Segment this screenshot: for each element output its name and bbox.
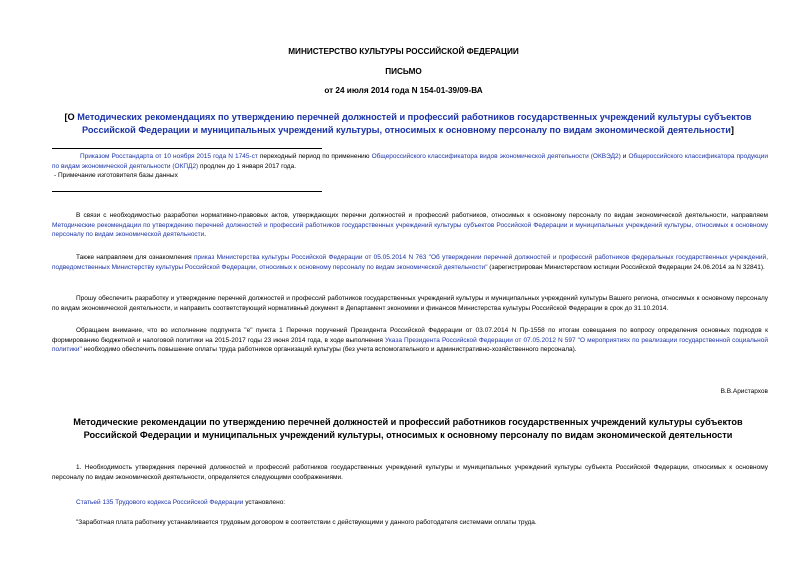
note-top-divider [52, 148, 322, 149]
title-link[interactable]: Методических рекомендациях по утверждению перечней должностей и профессий работников государственных учреждений культуры субъектов Российской Федерации и муниципальных учреждений культуры, относимых к основному персоналу по видам экономической деятельности [77, 112, 752, 135]
section-heading: Методические рекомендации по утверждению перечней должностей и профессий работников государственных учреждений культуры субъектов Российской Федерации и муниципальных учреждений культуры, относимых к основному персоналу по видам экономической деятельности [73, 417, 743, 440]
section-paragraph-2: Статьей 135 Трудового кодекса Российской Федерации установлено: [76, 499, 286, 506]
letter-paragraph-4: Обращаем внимание, что во исполнение подпункта "е" пункта 1 Перечня поручений Президента Российской Федерации от 03.07.2014 N Пр-1558 по итогам совещания по вопросу определения основных подходов к формированию бюджетной и налоговой политики на 2015-2017 годы 23 июня 2014 года, в ходе выполнения Указа Президента Российской Федерации от 07.05.2012 N 597 "О мероприятиях по реализации государственной социальной политики" необходимо обеспечить повышение оплаты труда работников организаций культуры (без учета вспомогательного и административно-хозяйственного персонала). [52, 327, 769, 353]
section-paragraph-3: "Заработная плата работнику устанавливается трудовым договором в соответствии с действующими у данного работодателя системами оплаты труда. [76, 519, 537, 526]
labor-code-article-135-link[interactable]: Статьей 135 Трудового кодекса Российской Федерации [76, 499, 244, 506]
section-paragraph-1: 1. Необходимость утверждения перечней должностей и профессий работников государственных учреждений культуры и муниципальных учреждений культуры субъекта Российской Федерации, относимых к основному персоналу по видам экономической деятельности, определяется следующими соображениями. [52, 464, 768, 481]
document-title [52, 111, 764, 137]
editor-footnote: - Примечание изготовителя базы данных [54, 172, 178, 179]
doc-type-heading: ПИСЬМО [385, 67, 422, 76]
editor-note: Приказом Росстандарта от 10 ноября 2015 года N 1745-ст переходный период по применению Общероссийского классификатора видов экономической деятельности (ОКВЭД2) и Общероссийского классификатора продукции по видам экономической деятельности (ОКПД2) продлен до 1 января 2017 года. - Примечание изготовителя базы данных [52, 153, 769, 179]
title-close-bracket: ] [730, 125, 734, 135]
okpd2-link[interactable]: Общероссийского классификатора продукции по видам экономической деятельности (ОКПД2) [52, 153, 769, 170]
order-763-link[interactable]: приказ Министерства культуры Российской Федерации от 05.05.2014 N 763 "Об утверждении перечней должностей и профессий работников федеральных государственных учреждений, подведомственных Министерству культуры Российской Федерации, относимых к основному персоналу по видам экономической деятельности" [52, 254, 768, 271]
signature: В.В.Аристархов [720, 388, 768, 395]
letter-paragraph-2: Также направляем для ознакомления приказ Министерства культуры Российской Федерации от 05.05.2014 N 763 "Об утверждении перечней должностей и профессий работников федеральных государственных учреждений, подведомственных Министерству культуры Российской Федерации, относимых к основному персоналу по видам экономической деятельности" (зарегистрирован Министерством юстиции Российской Федерации 24.06.2014 за N 32841). [52, 254, 768, 271]
methodical-recommendations-link[interactable]: Методические рекомендации по утверждению перечней должностей и профессий работников государственных учреждений культуры субъектов Российской Федерации и муниципальных учреждений культуры, относимых к основному персоналу по видам экономической деятельности [52, 221, 768, 238]
decree-597-link[interactable]: Указа Президента Российской Федерации от 07.05.2012 N 597 "О мероприятиях по реализации государственной социальной политики" [52, 336, 769, 353]
date-number: от 24 июля 2014 года N 154-01-39/09-ВА [324, 86, 483, 95]
rosstandart-order-link[interactable]: Приказом Росстандарта от 10 ноября 2015 года N 1745-ст [80, 153, 258, 160]
title-open-bracket: [О [64, 112, 78, 122]
okved2-link[interactable]: Общероссийского классификатора видов экономической деятельности (ОКВЭД2) [371, 153, 621, 160]
note-bottom-divider [52, 191, 322, 192]
letter-paragraph-3: Прошу обеспечить разработку и утверждение перечней должностей и профессий работников государственных учреждений культуры и муниципальных учреждений культуры Вашего региона, относимых к основному персоналу по видам экономической деятельности, и направить соответствующий нормативный документ в Департамент экономики и финансов Министерства культуры Российской Федерации в срок до 31.10.2014. [52, 295, 768, 312]
ministry-heading: МИНИСТЕРСТВО КУЛЬТУРЫ РОССИЙСКОЙ ФЕДЕРАЦИИ [288, 47, 519, 56]
letter-paragraph-1: В связи с необходимостью разработки нормативно-правовых актов, утверждающих перечни должностей и профессий работников, относимых к основному персоналу по видам экономической деятельности, направляем Методические рекомендации по утверждению перечней должностей и профессий работников государственных учреждений культуры субъектов Российской Федерации и муниципальных учреждений культуры, относимых к основному персоналу по видам экономической деятельности. [52, 212, 768, 238]
